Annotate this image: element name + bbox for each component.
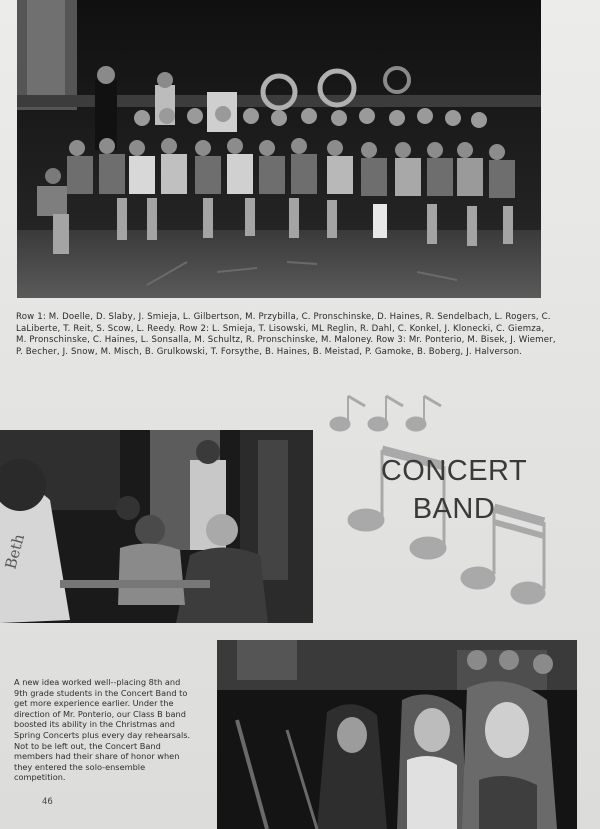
page-number: 46 — [42, 797, 53, 807]
concert-photo-image — [217, 640, 577, 829]
rehearsal-photo — [0, 430, 313, 623]
concert-photo — [217, 640, 577, 829]
rehearsal-photo-image — [0, 430, 313, 623]
title-line-2: BAND — [412, 493, 496, 525]
group-photo-image — [17, 0, 541, 298]
note-head — [410, 537, 446, 559]
photo-caption: Row 1: M. Doelle, D. Slaby, J. Smieja, L. Gilbertson, M. Przybilla, C. Pronschinske, D. Haines, R. Sendelbach, L. Rogers, C. LaLiberte, T. Reit, S. Scow, L. Reedy. Row 2: L. Smieja, T. Lisowski, ML Reglin, R. Dahl, C. Konkel, J. Klonecki, C. Giemza, M. Pronschinske, C. Haines, L. Sonsalla, M. Schultz, R. Pronschinske, M. Maloney. Row 3: Mr. Ponterio, M. Bisek, J. Wiemer, P. Becher, J. Snow, M. Misch, B. Grulkowski, T. Forsythe, B. Haines, B. Meistad, P. Gamoke, B. Boberg, J. Halverson. — [16, 312, 556, 357]
note-head — [511, 582, 545, 604]
note-head — [461, 567, 495, 589]
page-title — [364, 452, 544, 528]
title-line-1: CONCERT — [380, 455, 528, 487]
group-photo — [17, 0, 541, 298]
body-paragraph: A new idea worked well--placing 8th and 9th grade students in the Concert Band to get more experience earlier. Under the direction of Mr. Ponterio, our Class B band boosted its ability in the Christmas and Spring Concerts plus every day rehearsals. Not to be left out, the Concert Band members had their share of honor when they entered the solo-ensemble competition. — [14, 677, 191, 783]
svg-text:Beth: Beth — [1, 531, 29, 572]
